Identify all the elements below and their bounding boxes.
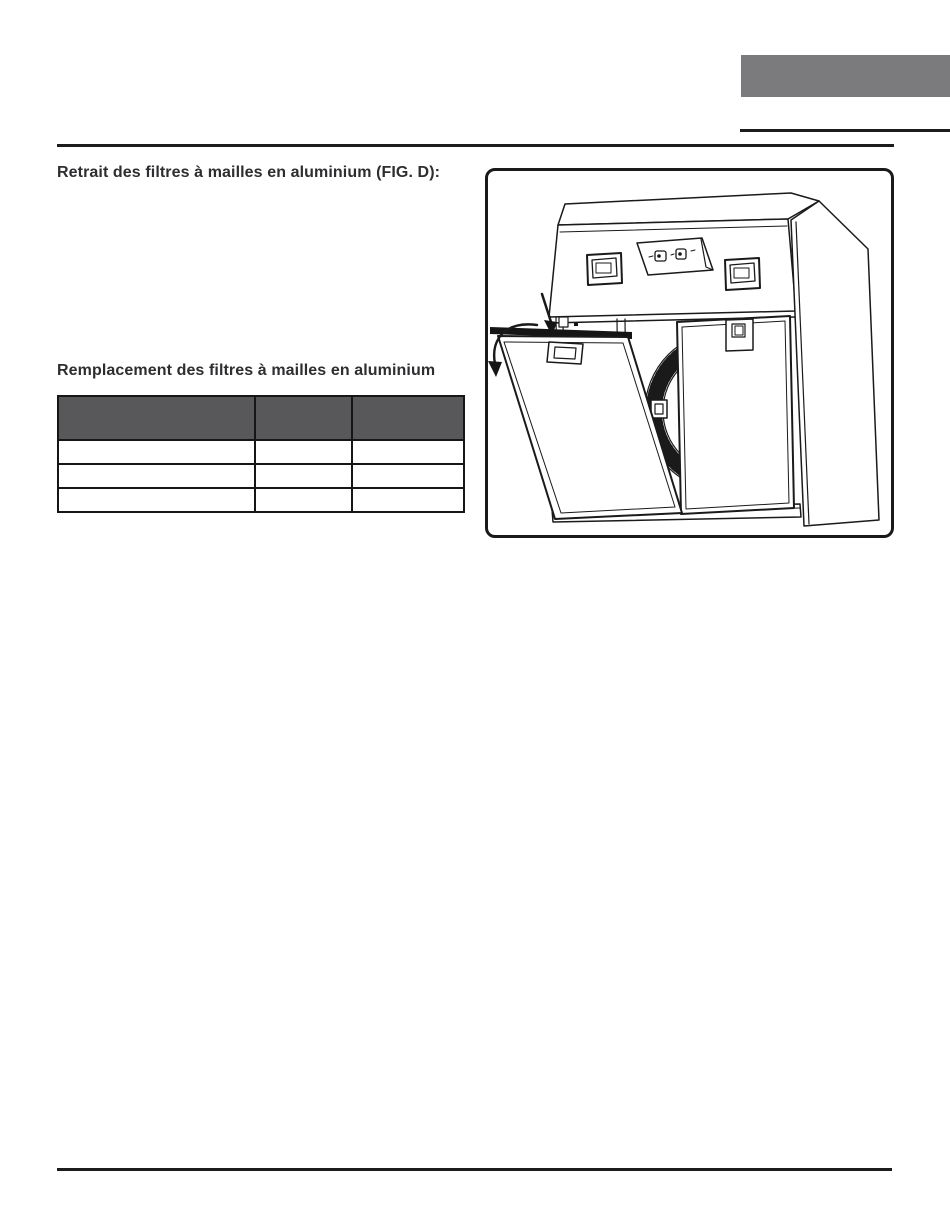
figure-d-box — [485, 168, 894, 538]
banner-underline-rule — [740, 129, 950, 132]
table-cell — [352, 488, 464, 512]
table-row — [58, 488, 464, 512]
table-cell — [58, 488, 255, 512]
table-cell — [255, 440, 352, 464]
hood-side-panel — [791, 201, 879, 526]
table-cell — [58, 440, 255, 464]
table-header-cell — [255, 396, 352, 440]
filter-catch-clip — [559, 317, 568, 327]
header-rule — [57, 144, 894, 147]
table-cell — [352, 440, 464, 464]
latch-right — [725, 258, 760, 290]
blower-motor-bracket — [651, 400, 667, 418]
filter-replacement-table — [57, 395, 465, 513]
removal-section-heading: Retrait des filtres à mailles en aluminium (FIG. D): — [57, 164, 441, 181]
page-header-banner — [741, 55, 950, 97]
mesh-filter-installed — [677, 316, 794, 514]
table-cell — [352, 464, 464, 488]
range-hood-illustration — [488, 171, 891, 535]
replacement-section-heading: Remplacement des filtres à mailles en aluminium — [57, 362, 436, 379]
footer-rule — [57, 1168, 892, 1171]
table-header-row — [58, 396, 464, 440]
table-cell — [58, 464, 255, 488]
table-header-cell — [58, 396, 255, 440]
control-panel — [637, 238, 713, 275]
latch-left — [587, 253, 622, 285]
filter-latch-installed — [726, 319, 753, 351]
table-cell — [255, 464, 352, 488]
mesh-filter-tilted — [490, 317, 682, 519]
table-row — [58, 464, 464, 488]
filter-latch-tilted — [547, 342, 583, 364]
table-cell — [255, 488, 352, 512]
table-header-cell — [352, 396, 464, 440]
table-row — [58, 440, 464, 464]
